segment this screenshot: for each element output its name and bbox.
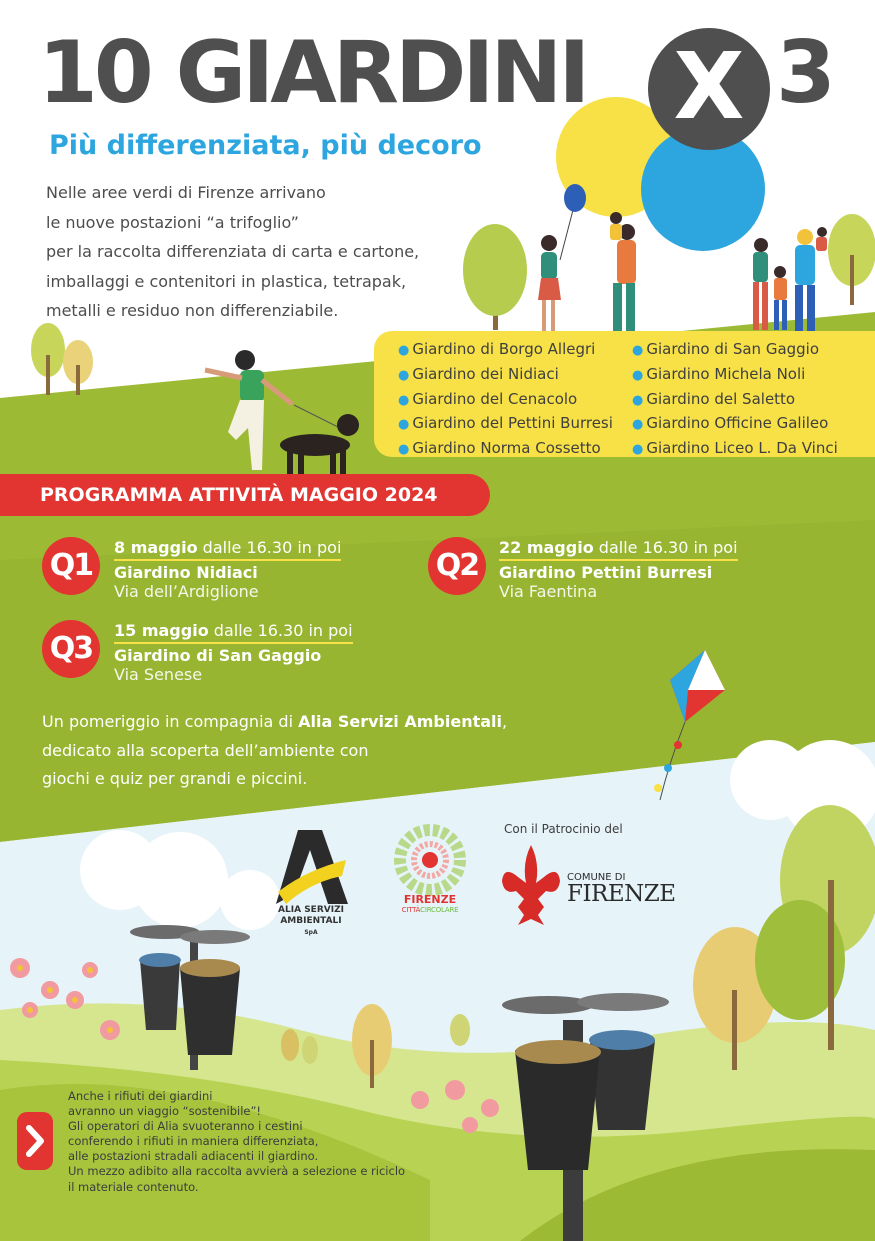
comune-firenze-logo-text: COMUNE DI FIRENZE	[567, 872, 676, 907]
footer-line: avranno un viaggio “sostenibile”!	[68, 1104, 262, 1119]
event-street: Via Senese	[114, 665, 203, 684]
description-line: dedicato alla scoperta dell’ambiente con	[42, 740, 369, 760]
event-place: Giardino Pettini Burresi	[499, 562, 713, 582]
description-line: giochi e quiz per grandi e piccini.	[42, 769, 308, 788]
q2-badge: Q2	[428, 537, 486, 595]
event-date: 22 maggio dalle 16.30 in poi	[499, 538, 738, 561]
event-date: 15 maggio dalle 16.30 in poi	[114, 621, 353, 644]
list-item: ● Giardino dei Nidiaci	[398, 364, 559, 383]
bullet-icon: ●	[398, 442, 410, 458]
q3-badge: Q3	[42, 620, 100, 678]
footer-line: il materiale contenuto.	[68, 1179, 199, 1194]
page-title: 10 GIARDINI	[38, 23, 587, 123]
bullet-icon: ●	[398, 343, 410, 358]
intro-line: le nuove postazioni “a trifoglio”	[46, 212, 299, 232]
footer-line: Gli operatori di Alia svuoteranno i cestini	[68, 1119, 303, 1134]
firenze-circolare-logo-text: FIRENZE CITTÀCIRCOLARE	[401, 893, 459, 914]
intro-text	[46, 178, 419, 326]
chevron-right-icon	[17, 1112, 53, 1170]
event-street: Via dell’Ardiglione	[114, 582, 259, 601]
alia-logo-icon	[276, 830, 348, 904]
footer-line: conferendo i rifiuti in maniera differenziata,	[68, 1134, 319, 1149]
program-banner: PROGRAMMA ATTIVITÀ MAGGIO 2024	[0, 474, 490, 516]
giglio-fiorentino-icon	[500, 845, 562, 927]
bullet-icon: ●	[632, 442, 644, 458]
bullet-icon: ●	[632, 392, 644, 408]
footer-note	[68, 1089, 448, 1195]
list-item: ● Giardino Liceo L. Da Vinci	[632, 439, 838, 458]
list-item: ● Giardino del Saletto	[632, 389, 796, 408]
list-item: ● Giardino Officine Galileo	[632, 414, 829, 433]
q1-badge: Q1	[42, 537, 100, 595]
firenze-circolare-logo-icon	[392, 822, 468, 898]
list-item: ● Giardino Norma Cossetto	[398, 439, 601, 458]
gardens-column-2	[632, 338, 838, 462]
patronage-label: Con il Patrocinio del	[504, 822, 623, 836]
activity-description	[42, 708, 507, 794]
event-q2	[499, 538, 738, 602]
bullet-icon: ●	[632, 417, 644, 433]
footer-line: Un mezzo adibito alla raccolta avvierà a selezione e riciclo	[68, 1164, 406, 1179]
event-street: Via Faentina	[499, 582, 598, 601]
bullet-icon: ●	[632, 343, 644, 358]
list-item: ● Giardino del Cenacolo	[398, 389, 578, 408]
list-item: ● Giardino Michela Noli	[632, 364, 806, 383]
footer-line: Anche i rifiuti dei giardini	[68, 1089, 213, 1103]
gardens-column-1	[398, 338, 613, 462]
title-x-badge: X	[648, 28, 770, 150]
list-item: ● Giardino del Pettini Burresi	[398, 414, 613, 433]
intro-line: Nelle aree verdi di Firenze arrivano	[46, 183, 326, 202]
subtitle: Più differenziata, più decoro	[49, 130, 482, 161]
list-item: ● Giardino di Borgo Allegri	[398, 340, 596, 358]
bullet-icon: ●	[398, 367, 410, 383]
title-number: 3	[776, 23, 836, 123]
event-place: Giardino Nidiaci	[114, 562, 258, 582]
event-q1	[114, 538, 341, 602]
intro-line: per la raccolta differenziata di carta e cartone,	[46, 242, 420, 261]
footer-line: alle postazioni stradali adiacenti il giardino.	[68, 1149, 319, 1164]
event-q3	[114, 621, 353, 685]
description-line: Un pomeriggio in compagnia di Alia Servizi Ambientali,	[42, 712, 508, 731]
tree-left	[31, 323, 93, 395]
event-place: Giardino di San Gaggio	[114, 645, 322, 665]
bullet-icon: ●	[398, 417, 410, 433]
intro-line: metalli e residuo non differenziabile.	[46, 301, 339, 320]
alia-logo-text: ALIA SERVIZI AMBIENTALI SpA	[278, 905, 344, 936]
bullet-icon: ●	[632, 367, 644, 383]
list-item: ● Giardino di San Gaggio	[632, 340, 820, 358]
bullet-icon: ●	[398, 392, 410, 408]
event-date: 8 maggio dalle 16.30 in poi	[114, 538, 341, 561]
intro-line: imballaggi e contenitori in plastica, tetrapak,	[46, 271, 407, 291]
